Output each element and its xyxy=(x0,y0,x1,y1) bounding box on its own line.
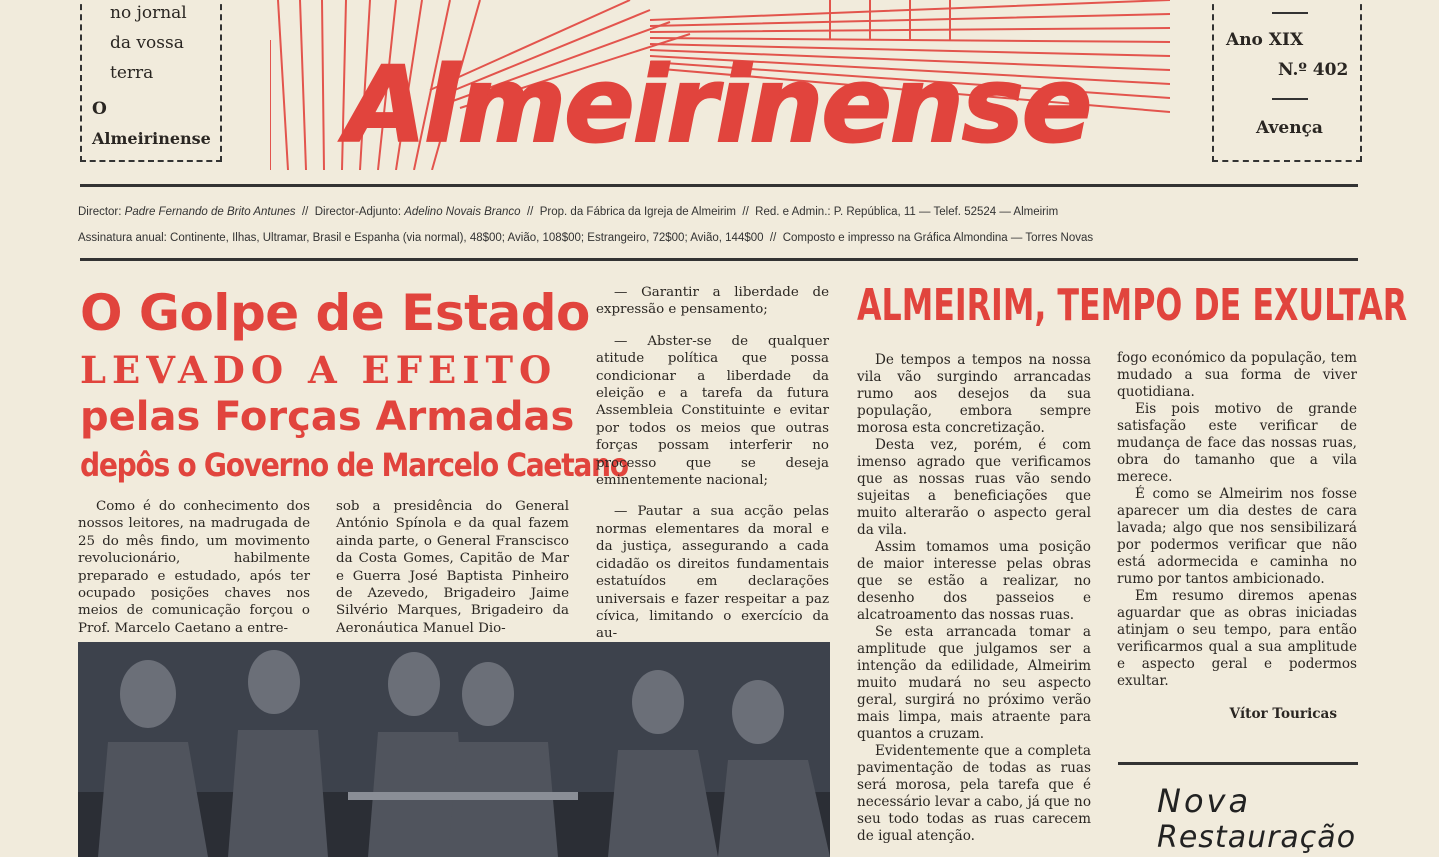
paragraph: sob a presidência do General António Spínola e da qual fazem ainda parte, o General Franscisco da Costa Gomes, Capitão de Mar e Guerra José Baptista Pinheiro de Azevedo, Brigadeiro Jaime Silvério Marques, Brigadeiro da Aeronáutica Manuel Dio- xyxy=(336,499,569,636)
adjunto-label: Director-Adjunto: xyxy=(314,206,402,218)
issue-year: Ano XIX xyxy=(1226,30,1304,50)
paragraph: — Pautar a sua acção pelas normas elementares da moral e da justiça, assegurando a cada cidadão os direitos fundamentais estatuídos em declarações universais e fazer respeitar a paz cívica, limitando o exercício da au- xyxy=(596,504,829,642)
header-rule xyxy=(80,258,1358,261)
printer: Composto e impresso na Gráfica Almondina — Torres Novas xyxy=(782,232,1094,244)
paragraph: fogo económico da população, tem mudado a sua forma de viver quotidiana. xyxy=(1117,350,1357,400)
director-name: Padre Fernando de Brito Antunes xyxy=(124,206,296,218)
paragraph: Desta vez, porém, é com imenso agrado que verificamos que as nossas ruas vão sendo sujeitas a beneficiações que muito alterarão o aspecto geral da vila. xyxy=(857,437,1091,538)
article1-column1 xyxy=(78,498,310,637)
paragraph: De tempos a tempos na nossa vila vão surgindo arrancadas rumo aos desejos da sua população, embora sempre morosa esta concretização. xyxy=(857,352,1091,436)
news-photo xyxy=(78,642,830,857)
article2-column2 xyxy=(1117,350,1357,723)
divider xyxy=(1272,12,1308,14)
redacao: Red. e Admin.: P. República, 11 — Telef. 52524 — Almeirim xyxy=(755,206,1059,218)
ear-left-line: da vossa xyxy=(110,33,184,53)
teaser-line1: Nova xyxy=(1157,782,1252,820)
avenca-label: Avença xyxy=(1256,118,1323,138)
headline-sub1: LEVADO A EFEITO xyxy=(80,348,558,392)
paragraph: Eis pois motivo de grande satisfação este verificar de mudança de face das nossas ruas, obra do tamanho que a vila merece. xyxy=(1117,401,1357,485)
headline-sub3: depôs o Governo de Marcelo Caetano xyxy=(80,446,628,484)
divider xyxy=(1272,98,1308,100)
paragraph: Como é do conhecimento dos nossos leitores, na madrugada de 25 do mês findo, um movimento revolucionário, habilmente preparado e estudado, após ter ocupado posições chaves nos meios de comunicação forçou o Prof. Marcelo Caetano a entre- xyxy=(78,499,310,636)
issue-number: N.º 402 xyxy=(1278,60,1349,80)
paragraph: Evidentemente que a completa pavimentação de todas as ruas será morosa, pela tarefa que é necessário levar a cabo, já que no seu todo todas as ruas carecem de igual atenção. xyxy=(857,743,1091,844)
paragraph: Se esta arrancada tomar a amplitude que julgamos ser a intenção da edilidade, Almeirim muito mudará no seu aspecto geral, surgirá no próximo verão mais limpa, mais atraente para quantos a cruzam. xyxy=(857,624,1091,742)
article2-column1 xyxy=(857,352,1091,845)
author: Vítor Touricas xyxy=(1229,706,1337,722)
info-line-2: Assinatura anual: Continente, Ilhas, Ultramar, Brasil e Espanha (via normal), 48$00; Avião, 108$00; Estrangeiro, 72$00; Avião, 144$00 // Composto e impresso na Gráfica Almondina — Torres Novas xyxy=(78,232,1094,244)
subscription: Assinatura anual: Continente, Ilhas, Ultramar, Brasil e Espanha (via normal), 48$00; Avião, 108$00; Estrangeiro, 72$00; Avião, 144$00 xyxy=(78,232,764,244)
article1-column2 xyxy=(336,498,569,637)
ear-left-line: terra xyxy=(110,63,154,83)
ear-left-line: O xyxy=(92,99,107,119)
paragraph: — Abster-se de qualquer atitude política que possa condicionar a liberdade da eleição e a tarefa da futura Assembleia Constituinte e evitar por todos os meios que outras forças possam interferir no processo que se deseja eminentemente nacional; xyxy=(596,333,829,489)
article2-headline: ALMEIRIM, TEMPO DE EXULTAR xyxy=(857,280,1408,331)
article1-column3 xyxy=(596,284,829,643)
section-divider xyxy=(1118,762,1358,765)
headline-sub2: pelas Forças Armadas xyxy=(80,394,575,440)
ear-left-line: no jornal xyxy=(110,3,187,23)
paragraph: É como se Almeirim nos fosse aparecer um dia destes de cara lavada; algo que nos sensibilizará por podermos verificar que não está adormecida e caminha no rumo por tantos ambicionado. xyxy=(1117,486,1357,587)
ear-box-right xyxy=(1212,0,1362,162)
photo-image xyxy=(78,642,830,857)
headline-main: O Golpe de Estado xyxy=(80,284,590,342)
paragraph: Em resumo diremos apenas aguardar que as obras iniciadas atinjam o seu tempo, para então verificarmos qual a sua amplitude e aspecto geral e podermos exultar. xyxy=(1117,588,1357,689)
ear-left-line: Almeirinense xyxy=(92,129,211,148)
proprietor: Prop. da Fábrica da Igreja de Almeirim xyxy=(539,206,736,218)
masthead-title: Almeirinense xyxy=(345,44,1091,166)
teaser-line2: Restauração xyxy=(1157,820,1357,855)
top-rule xyxy=(80,184,1358,187)
paragraph: Assim tomamos uma posição de maior interesse pelas obras que se estão a realizar, no desenho dos passeios e alcatroamento das nossas ruas. xyxy=(857,539,1091,623)
info-line-1: Director: Padre Fernando de Brito Antunes // Director-Adjunto: Adelino Novais Branco // Prop. da Fábrica da Igreja de Almeirim // Red. e Admin.: P. República, 11 — Telef. 52524 — Almeirim xyxy=(78,206,1059,218)
ear-box-left xyxy=(80,0,222,162)
adjunto-name: Adelino Novais Branco xyxy=(404,206,521,218)
director-label: Director: xyxy=(78,206,122,218)
paragraph: — Garantir a liberdade de expressão e pensamento; xyxy=(596,285,829,318)
